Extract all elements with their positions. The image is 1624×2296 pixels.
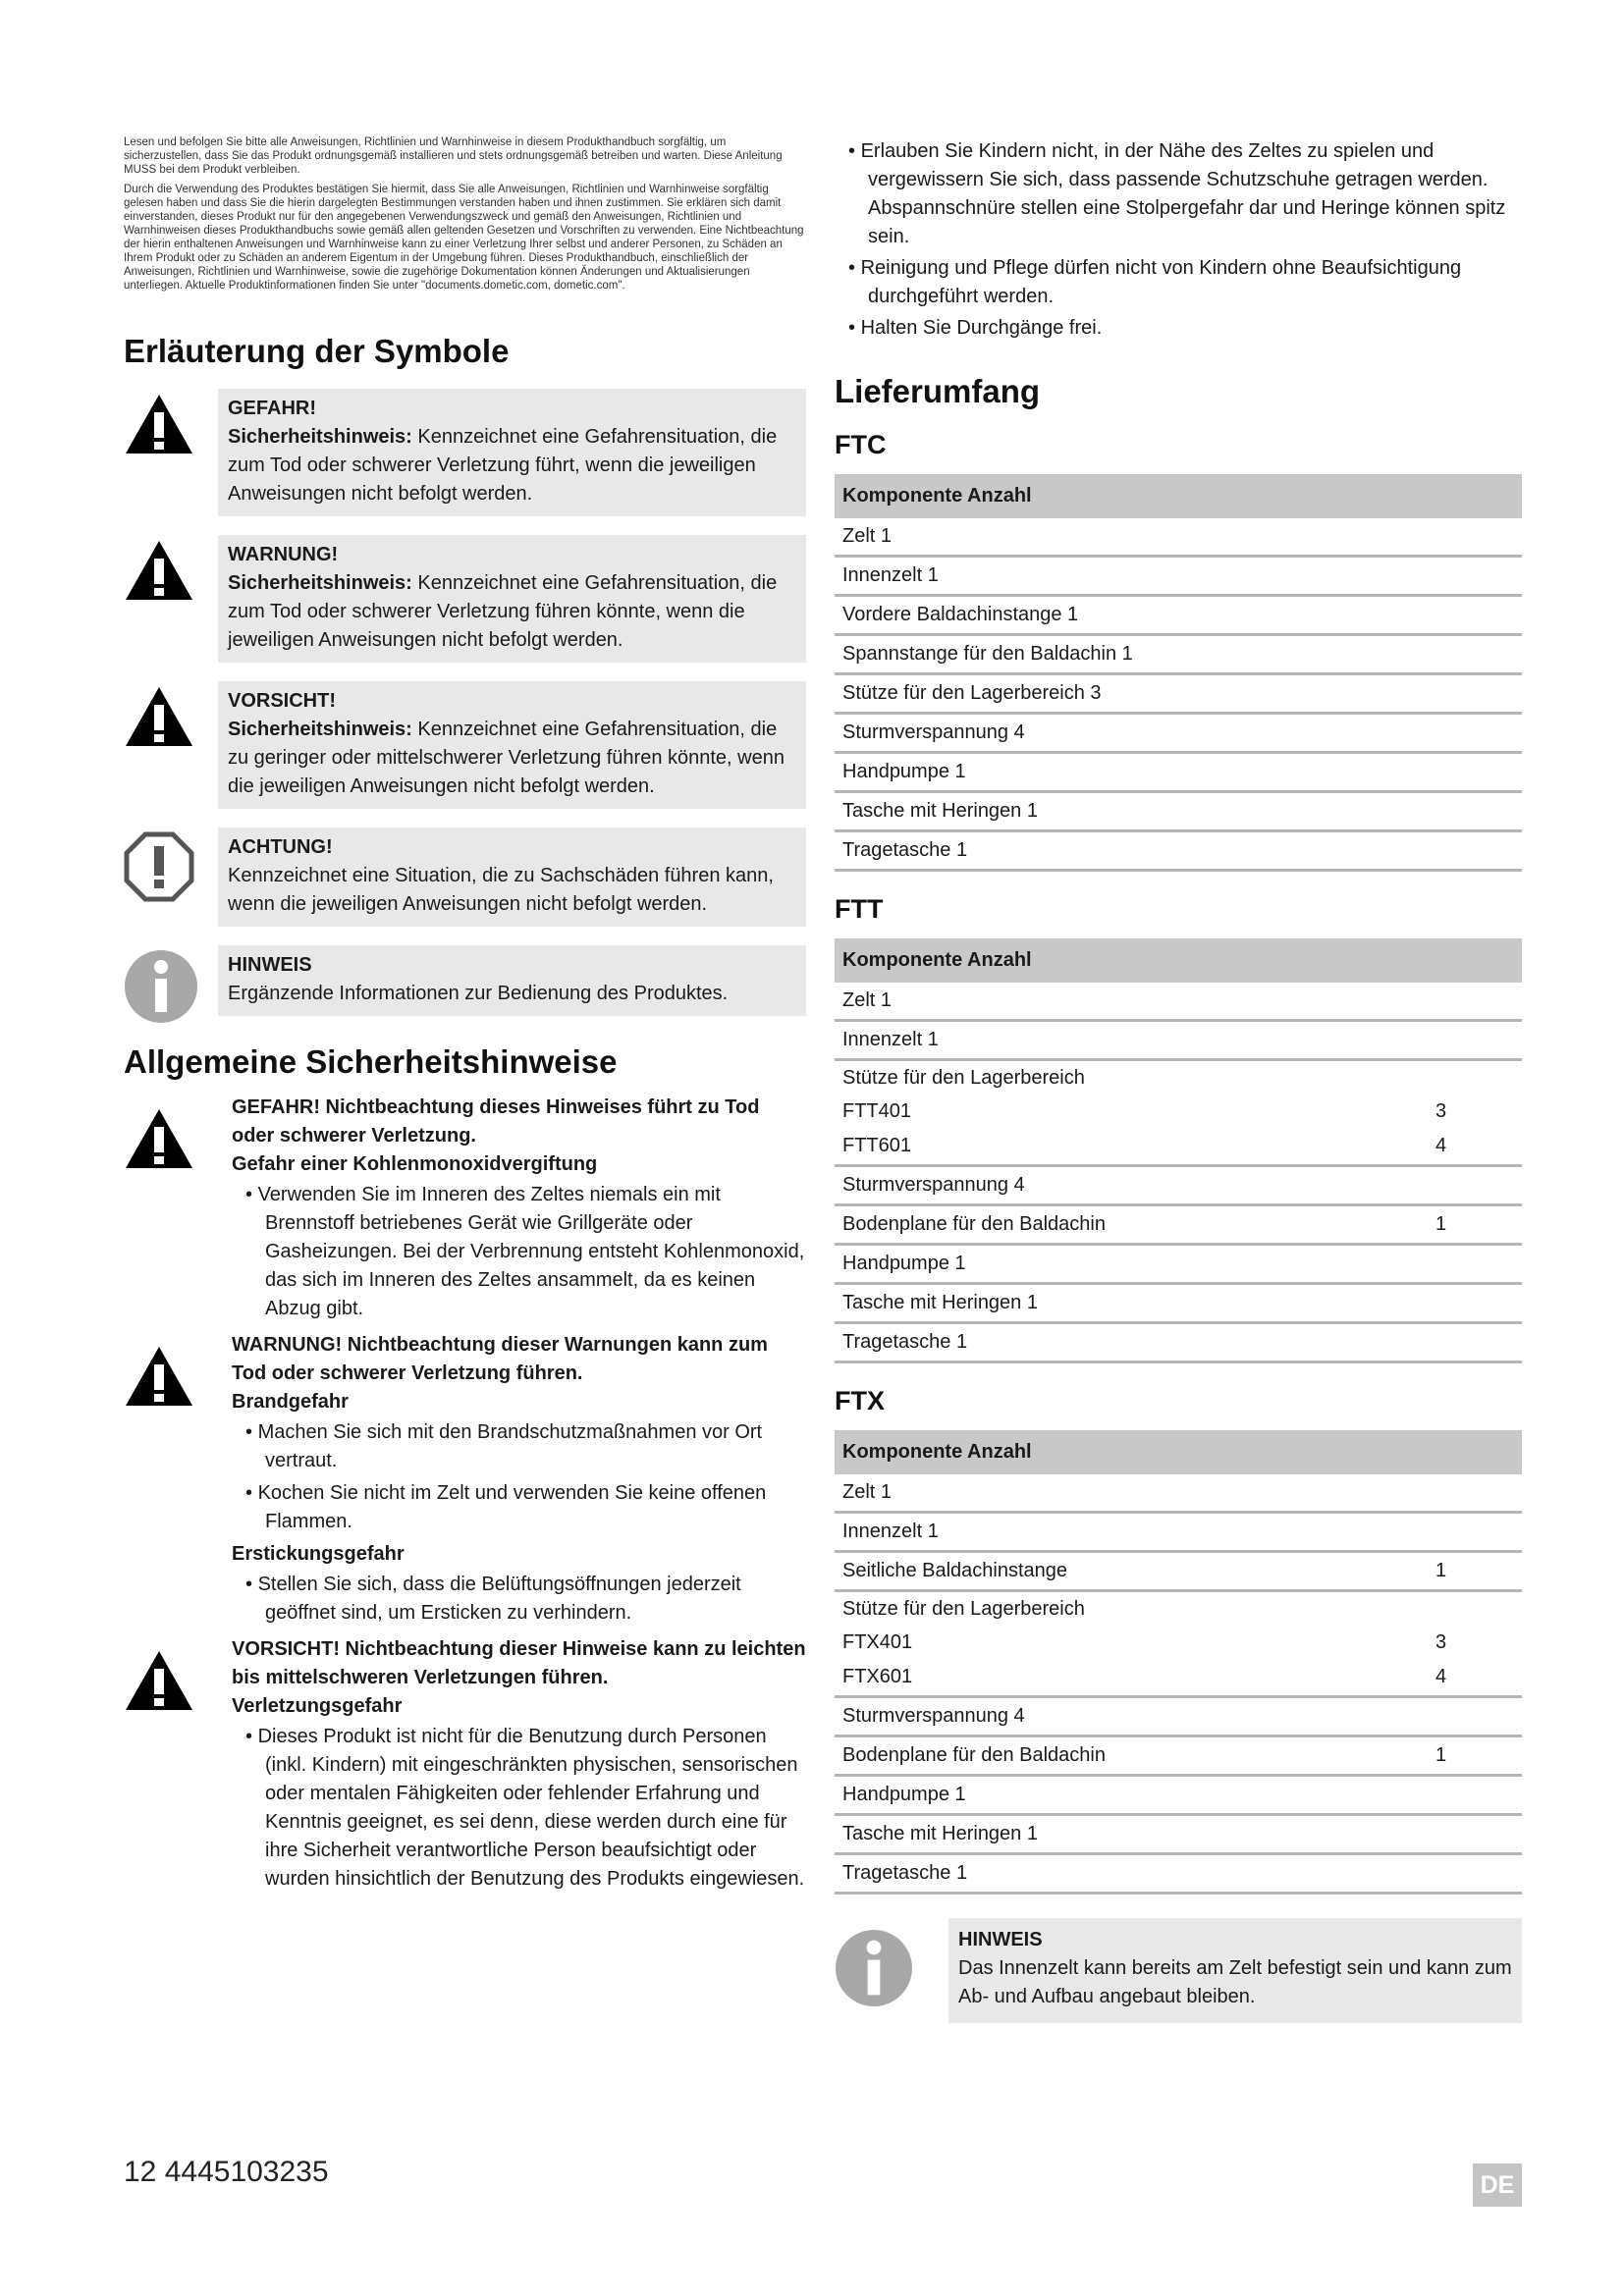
table-row: FTX401 3 — [842, 1630, 1447, 1653]
caution-triangle-icon — [124, 1635, 232, 1897]
table-row: Tragetasche 1 — [835, 1323, 1522, 1362]
ftt-title: FTT — [835, 894, 884, 924]
symbol-notice-title: ACHTUNG! — [228, 836, 333, 858]
right-bullet: • Erlauben Sie Kindern nicht, in der Nähe des Zeltes zu spielen und vergewissern Sie sich, dass passende Schutzschuhe getragen werden. Abspannschnüre stellen eine Stolpergefahr dar und Heringe können spitz sein. — [835, 137, 1522, 251]
table-row: Zelt 1 — [835, 1474, 1522, 1513]
table-row: Vordere Baldachinstange 1 — [835, 596, 1522, 635]
danger-triangle-icon — [124, 1094, 232, 1327]
safety-warning-sub2: Erstickungsgefahr — [232, 1543, 405, 1565]
safety-caution-sub: Verletzungsgefahr — [232, 1695, 403, 1717]
symbol-caution — [124, 681, 806, 809]
symbol-info-title: HINWEIS — [228, 954, 312, 976]
info-circle-icon — [835, 1929, 948, 2012]
table-row: Spannstange für den Baldachin 1 — [835, 635, 1522, 674]
table-header: Komponente Anzahl — [835, 474, 1522, 518]
symbol-danger-label: Sicherheitshinweis: — [228, 426, 412, 448]
ftt-table — [835, 938, 1522, 1363]
table-row: Innenzelt 1 — [835, 1513, 1522, 1552]
table-row: Bodenplane für den Baldachin 1 — [835, 1205, 1522, 1245]
info-circle-icon — [124, 945, 218, 1024]
ftx-title: FTX — [835, 1386, 885, 1415]
symbol-notice — [124, 828, 806, 927]
symbol-warning-label: Sicherheitshinweis: — [228, 572, 412, 594]
table-row: Innenzelt 1 — [835, 1021, 1522, 1060]
ftc-table — [835, 474, 1522, 872]
ftc-title: FTC — [835, 430, 887, 459]
table-row: FTX601 4 — [835, 1659, 1522, 1697]
safety-danger-bullet: • Verwenden Sie im Inneren des Zeltes niemals ein mit Brennstoff betriebenes Gerät wie Grillgeräte oder Gasheizungen. Bei der Verbrennung entsteht Kohlenmonoxid, das sich im Inneren des Zeltes ansammelt, da es keinen Abzug gibt. — [232, 1181, 806, 1323]
safety-danger — [124, 1094, 806, 1327]
safety-caution-bullet: • Dieses Produkt ist nicht für die Benutzung durch Personen (inkl. Kindern) mit eingeschränkten physischen, sensorischen oder mentalen Fähigkeiten oder fehlender Erfahrung und Kenntnis geeignet, es sei denn, diese werden durch eine für ihre Sicherheit verantwortliche Person beaufsichtigt oder wurden hinsichtlich der Benutzung des Produkts eingewiesen. — [232, 1723, 806, 1894]
left-column — [124, 135, 806, 1901]
table-row: Tasche mit Heringen 1 — [835, 1815, 1522, 1854]
table-row: Stütze für den Lagerbereich 3 — [835, 674, 1522, 714]
table-row: Sturmverspannung 4 — [835, 1166, 1522, 1205]
symbol-caution-box — [218, 681, 806, 809]
symbol-danger-box — [218, 389, 806, 516]
symbol-danger-text: Kennzeichnet eine Gefahrensituation, die zum Tod oder schwerer Verletzung führt, wenn die jeweiligen Anweisungen nicht befolgt werden. — [228, 426, 778, 505]
safety-warning-bullet: • Stellen Sie sich, dass die Belüftungsöffnungen jederzeit geöffnet sind, um Ersticken zu verhindern. — [232, 1571, 806, 1628]
symbol-warning-title: WARNUNG! — [228, 544, 339, 565]
symbols-heading: Erläuterung der Symbole — [124, 333, 510, 369]
symbol-danger — [124, 389, 806, 516]
table-row: Handpumpe 1 — [835, 753, 1522, 792]
safety-danger-head: GEFAHR! Nichtbeachtung dieses Hinweises führt zu Tod oder schwerer Verletzung. — [232, 1096, 760, 1147]
warning-triangle-icon — [124, 535, 218, 602]
table-header: Komponente Anzahl — [835, 938, 1522, 983]
symbol-info — [124, 945, 806, 1024]
symbol-caution-text: Kennzeichnet eine Gefahrensituation, die zu geringer oder mittelschwerer Verletzung führen könnte, wenn die jeweiligen Anweisungen nicht befolgt werden. — [228, 719, 785, 797]
scope-note-box — [948, 1918, 1522, 2023]
table-row: Sturmverspannung 4 — [835, 1697, 1522, 1736]
scope-note — [835, 1918, 1522, 2023]
symbol-caution-label: Sicherheitshinweis: — [228, 719, 412, 740]
symbol-caution-title: VORSICHT! — [228, 690, 336, 712]
safety-warning-bullet: • Machen Sie sich mit den Brandschutzmaßnahmen vor Ort vertraut. — [232, 1418, 806, 1475]
caution-triangle-icon — [124, 681, 218, 748]
table-row: Handpumpe 1 — [835, 1245, 1522, 1284]
table-row: Tasche mit Heringen 1 — [835, 1284, 1522, 1323]
language-badge: DE — [1473, 2163, 1522, 2207]
symbol-warning-box — [218, 535, 806, 663]
table-row: Zelt 1 — [835, 518, 1522, 557]
page-number: 12 4445103235 — [124, 2156, 329, 2188]
table-row: Stütze für den Lagerbereich — [842, 1066, 1085, 1089]
safety-heading: Allgemeine Sicherheitshinweise — [124, 1043, 618, 1080]
right-bullet: • Reinigung und Pflege dürfen nicht von Kindern ohne Beaufsichtigung durchgeführt werden. — [835, 254, 1522, 311]
symbol-notice-box — [218, 828, 806, 927]
safety-caution — [124, 1635, 806, 1897]
scope-note-text: Das Innenzelt kann bereits am Zelt befestigt sein und kann zum Ab- und Aufbau angebaut bleiben. — [958, 1957, 1512, 2007]
table-row: Handpumpe 1 — [835, 1776, 1522, 1815]
symbol-info-text: Ergänzende Informationen zur Bedienung des Produktes. — [228, 983, 729, 1004]
table-row: Bodenplane für den Baldachin 1 — [835, 1736, 1522, 1776]
ftx-table — [835, 1430, 1522, 1895]
scope-heading: Lieferumfang — [835, 373, 1041, 409]
table-row: FTT401 3 — [842, 1099, 1447, 1122]
table-row: Innenzelt 1 — [835, 557, 1522, 596]
right-bullet: • Halten Sie Durchgänge frei. — [835, 314, 1522, 343]
octagon-exclamation-icon — [124, 828, 218, 902]
intro-paragraph-1: Lesen und befolgen Sie bitte alle Anweisungen, Richtlinien und Warnhinweise in diesem Produkthandbuch sorgfältig, um sicherzustellen, dass Sie das Produkt ordnungsgemäß installieren und stets ordnungsgemäß betreiben und warten. Diese Anleitung MUSS bei dem Produkt verbleiben. — [124, 136, 783, 176]
symbol-notice-text: Kennzeichnet eine Situation, die zu Sachschäden führen kann, wenn die jeweiligen Anweisungen nicht befolgt werden. — [228, 865, 774, 915]
table-row: Sturmverspannung 4 — [835, 714, 1522, 753]
table-row: Tragetasche 1 — [835, 1854, 1522, 1894]
danger-triangle-icon — [124, 389, 218, 455]
safety-warning-bullet: • Kochen Sie nicht im Zelt und verwenden Sie keine offenen Flammen. — [232, 1479, 806, 1536]
table-header: Komponente Anzahl — [835, 1430, 1522, 1474]
safety-warning — [124, 1331, 806, 1631]
symbol-warning — [124, 535, 806, 663]
table-row: Stütze für den Lagerbereich — [842, 1597, 1085, 1620]
safety-warning-sub1: Brandgefahr — [232, 1391, 349, 1413]
intro-paragraph-2: Durch die Verwendung des Produktes bestätigen Sie hiermit, dass Sie alle Anweisungen, Richtlinien und Warnhinweise sorgfältig gelesen haben und dass Sie die hierin dargelegten Bestimmungen verstanden haben und ihnen zustimmen. Sie erklären sich damit einverstanden, dieses Produkt nur für den angegebenen Verwendungszweck und gemäß den Anweisungen, Richtlinien und Warnhinweisen dieses Produkthandbuchs sowie gemäß allen geltenden Gesetzen und Vorschriften zu verwenden. Eine Nichtbeachtung der hierin enthaltenen Anweisungen und Warnhinweise kann zu einer Verletzung Ihrer selbst und anderer Personen, zu Schäden an Ihrem Produkt oder zu Schäden an anderem Eigentum in der Umgebung führen. Dieses Produkthandbuch, einschließlich der Anweisungen, Richtlinien und Warnhinweise, sowie die zugehörige Dokumentation können Änderungen und Aktualisierungen unterliegen. Aktuelle Produktinformationen finden Sie unter "documents.dometic.com, dometic.com". — [124, 184, 804, 292]
table-row: FTT601 4 — [835, 1128, 1522, 1166]
table-row: Tragetasche 1 — [835, 831, 1522, 871]
safety-caution-head: VORSICHT! Nichtbeachtung dieser Hinweise kann zu leichten bis mittelschweren Verletzungen führen. — [232, 1638, 806, 1688]
warning-triangle-icon — [124, 1331, 232, 1631]
table-row: Zelt 1 — [835, 983, 1522, 1021]
right-column — [835, 137, 1522, 2023]
symbol-info-box — [218, 945, 806, 1016]
safety-warning-head: WARNUNG! Nichtbeachtung dieser Warnungen kann zum Tod oder schwerer Verletzung führen. — [232, 1334, 768, 1384]
table-row: Seitliche Baldachinstange 1 — [835, 1552, 1522, 1591]
symbol-warning-text: Kennzeichnet eine Gefahrensituation, die zum Tod oder schwerer Verletzung führen könnte, wenn die jeweiligen Anweisungen nicht befolgt werden. — [228, 572, 778, 651]
symbol-danger-title: GEFAHR! — [228, 398, 316, 419]
table-row: Tasche mit Heringen 1 — [835, 792, 1522, 831]
scope-note-title: HINWEIS — [958, 1929, 1043, 1950]
safety-danger-sub: Gefahr einer Kohlenmonoxidvergiftung — [232, 1153, 598, 1175]
